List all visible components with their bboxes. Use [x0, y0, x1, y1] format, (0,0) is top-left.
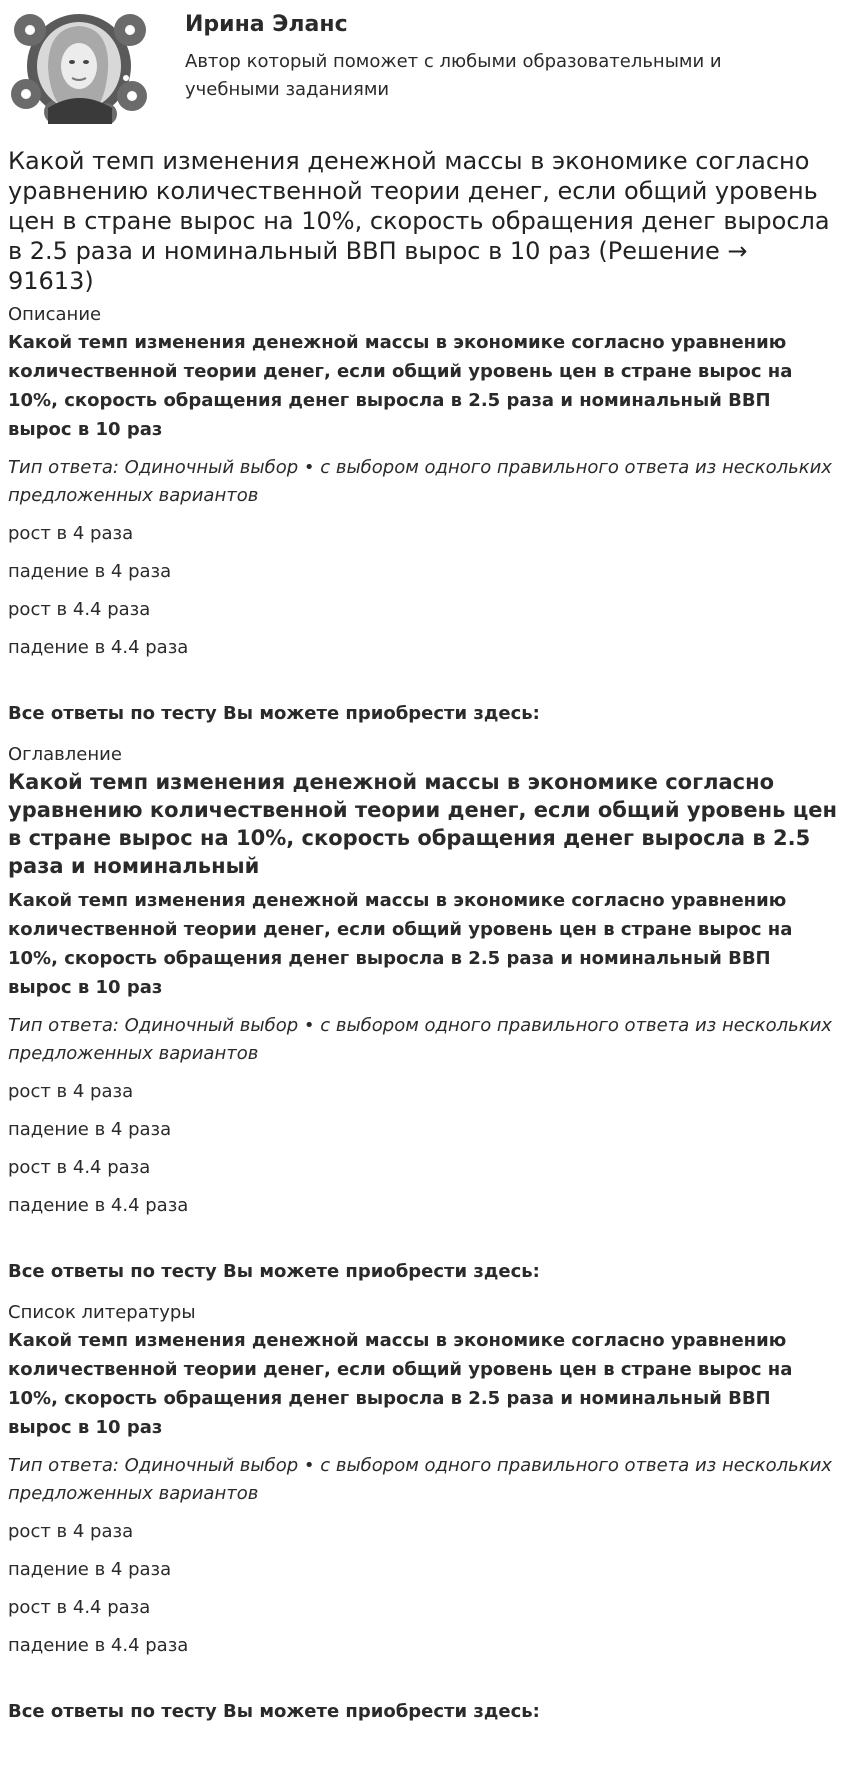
author-name: Ирина Эланс: [185, 12, 348, 37]
page-title: Какой темп изменения денежной массы в экономике согласно уравнению количественной теории денег, если общий уровень цен в стране вырос на 10%, скорость обращения денег выросла в 2.5 раза и номинальный ВВП вырос в 10 раз (Решение → 91613): [8, 147, 830, 295]
answer-option: рост в 4.4 раза: [8, 599, 151, 620]
answer-option: рост в 4 раза: [8, 523, 134, 544]
section-references: [8, 1300, 840, 1726]
answer-type: Тип ответа: Одиночный выбор • с выбором одного правильного ответа из нескольких предложенных вариантов: [8, 1015, 832, 1064]
author-avatar[interactable]: [8, 8, 150, 124]
section-contents: [8, 742, 840, 1286]
question-heading: Какой темп изменения денежной массы в экономике согласно уравнению количественной теории денег, если общий уровень цен в стране вырос на 10%, скорость обращения денег выросла в 2.5 раза и номинальный: [8, 770, 838, 878]
answer-option: рост в 4 раза: [8, 1521, 134, 1542]
question-text: Какой темп изменения денежной массы в экономике согласно уравнению количественной теории денег, если общий уровень цен в стране вырос на 10%, скорость обращения денег выросла в 2.5 раза и номинальный ВВП вырос в 10 раз: [8, 890, 793, 998]
answer-option: рост в 4.4 раза: [8, 1157, 151, 1178]
author-description: Автор который поможет с любыми образовательными и учебными заданиями: [185, 51, 722, 100]
buy-answers-text: Все ответы по тесту Вы можете приобрести здесь:: [8, 703, 540, 724]
question-text: Какой темп изменения денежной массы в экономике согласно уравнению количественной теории денег, если общий уровень цен в стране вырос на 10%, скорость обращения денег выросла в 2.5 раза и номинальный ВВП вырос в 10 раз: [8, 332, 793, 440]
section-label: Описание: [8, 304, 102, 325]
author-card: [0, 0, 847, 130]
buy-answers-text: Все ответы по тесту Вы можете приобрести здесь:: [8, 1261, 540, 1282]
answer-option: падение в 4 раза: [8, 1559, 172, 1580]
answer-option: рост в 4.4 раза: [8, 1597, 151, 1618]
answer-option: падение в 4.4 раза: [8, 637, 189, 658]
section-label: Список литературы: [8, 1302, 196, 1323]
answer-type: Тип ответа: Одиночный выбор • с выбором одного правильного ответа из нескольких предложенных вариантов: [8, 1455, 832, 1504]
buy-answers-text: Все ответы по тесту Вы можете приобрести здесь:: [8, 1701, 540, 1722]
section-label: Оглавление: [8, 744, 122, 765]
answer-option: падение в 4.4 раза: [8, 1635, 189, 1656]
answer-option: рост в 4 раза: [8, 1081, 134, 1102]
answer-option: падение в 4 раза: [8, 1119, 172, 1140]
main-content: [8, 146, 840, 1740]
answer-type: Тип ответа: Одиночный выбор • с выбором одного правильного ответа из нескольких предложенных вариантов: [8, 457, 832, 506]
section-description: [8, 302, 840, 728]
question-text: Какой темп изменения денежной массы в экономике согласно уравнению количественной теории денег, если общий уровень цен в стране вырос на 10%, скорость обращения денег выросла в 2.5 раза и номинальный ВВП вырос в 10 раз: [8, 1330, 793, 1438]
avatar-portrait: [37, 22, 121, 124]
answer-option: падение в 4.4 раза: [8, 1195, 189, 1216]
answer-option: падение в 4 раза: [8, 561, 172, 582]
